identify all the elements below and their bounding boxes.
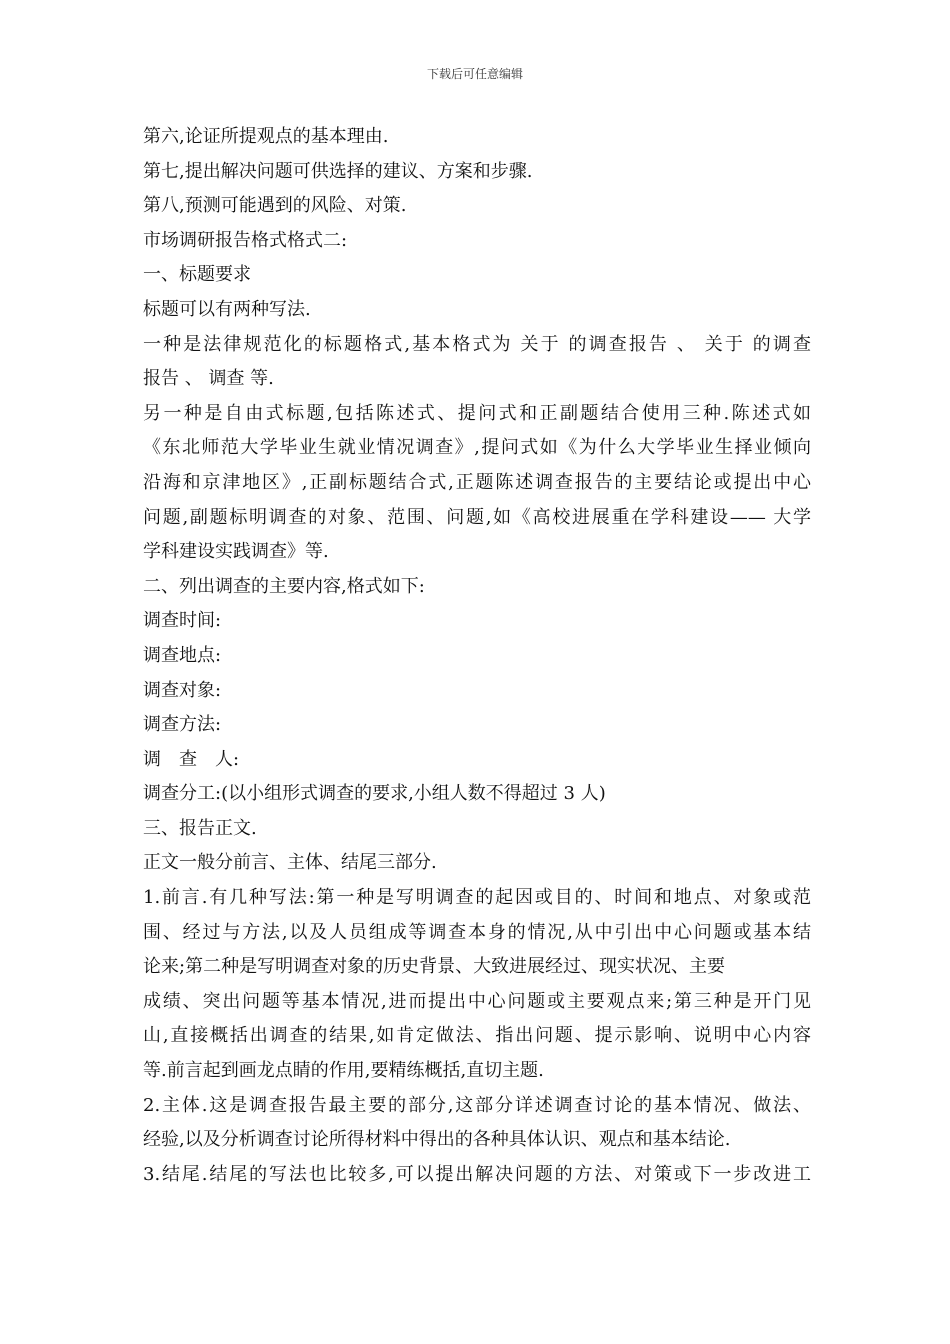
text-line: 问题,副题标明调查的对象、范围、问题,如《高校进展重在学科建设—— 大学 — [143, 506, 811, 528]
text-line: 等.前言起到画龙点睛的作用,要精练概括,直切主题. — [143, 1060, 544, 1082]
text-line: 1.前言.有几种写法:第一种是写明调查的起因或目的、时间和地点、对象或范 — [143, 887, 811, 909]
text-line: 学科建设实践调查》等. — [143, 541, 329, 563]
text-line: 沿海和京津地区》,正副标题结合式,正题陈述调查报告的主要结论或提出中心 — [143, 471, 811, 493]
text-line: 第七,提出解决问题可供选择的建议、方案和步骤. — [143, 160, 533, 182]
text-line: 论来;第二种是写明调查对象的历史背景、大致进展经过、现实状况、主要 — [143, 956, 726, 978]
text-line: 经验,以及分析调查讨论所得材料中得出的各种具体认识、观点和基本结论. — [143, 1129, 731, 1151]
text-line: 三、报告正文. — [143, 817, 257, 839]
text-line: 二、列出调查的主要内容,格式如下: — [143, 575, 425, 597]
text-line: 调查方法: — [143, 714, 222, 736]
text-line: 一种是法律规范化的标题格式,基本格式为 关于 的调查报告 、 关于 的调查 — [143, 333, 811, 355]
text-line: 调查对象: — [143, 679, 222, 701]
page-header-note: 下载后可任意编辑 — [426, 67, 523, 81]
text-line: 成绩、突出问题等基本情况,进而提出中心问题或主要观点来;第三种是开门见 — [143, 990, 811, 1012]
text-line: 围、经过与方法,以及人员组成等调查本身的情况,从中引出中心问题或基本结 — [143, 921, 811, 943]
text-line: 报告 、 调查 等. — [143, 368, 274, 390]
text-line: 正文一般分前言、主体、结尾三部分. — [143, 852, 437, 874]
text-line: 第八,预测可能遇到的风险、对策. — [143, 195, 407, 217]
text-line: 调查分工:(以小组形式调查的要求,小组人数不得超过 3 人) — [143, 783, 606, 805]
text-line: 2.主体.这是调查报告最主要的部分,这部分详述调查讨论的基本情况、做法、 — [143, 1094, 811, 1116]
text-line: 另一种是自由式标题,包括陈述式、提问式和正副题结合使用三种.陈述式如 — [143, 402, 811, 424]
text-line: 市场调研报告格式格式二: — [143, 229, 348, 251]
text-line: 《东北师范大学毕业生就业情况调查》,提问式如《为什么大学毕业生择业倾向 — [143, 437, 811, 459]
text-line: 标题可以有两种写法. — [143, 298, 311, 320]
text-line: 调 查 人: — [143, 748, 240, 770]
document-body — [143, 120, 811, 1192]
text-line: 山,直接概括出调查的结果,如肯定做法、指出问题、提示影响、说明中心内容 — [143, 1025, 811, 1047]
text-line: 第六,论证所提观点的基本理由. — [143, 126, 389, 147]
text-line: 一、标题要求 — [143, 264, 251, 286]
text-line: 3.结尾.结尾的写法也比较多,可以提出解决问题的方法、对策或下一步改进工 — [143, 1163, 811, 1185]
text-line: 调查地点: — [143, 644, 222, 666]
text-line: 调查时间: — [143, 610, 222, 632]
